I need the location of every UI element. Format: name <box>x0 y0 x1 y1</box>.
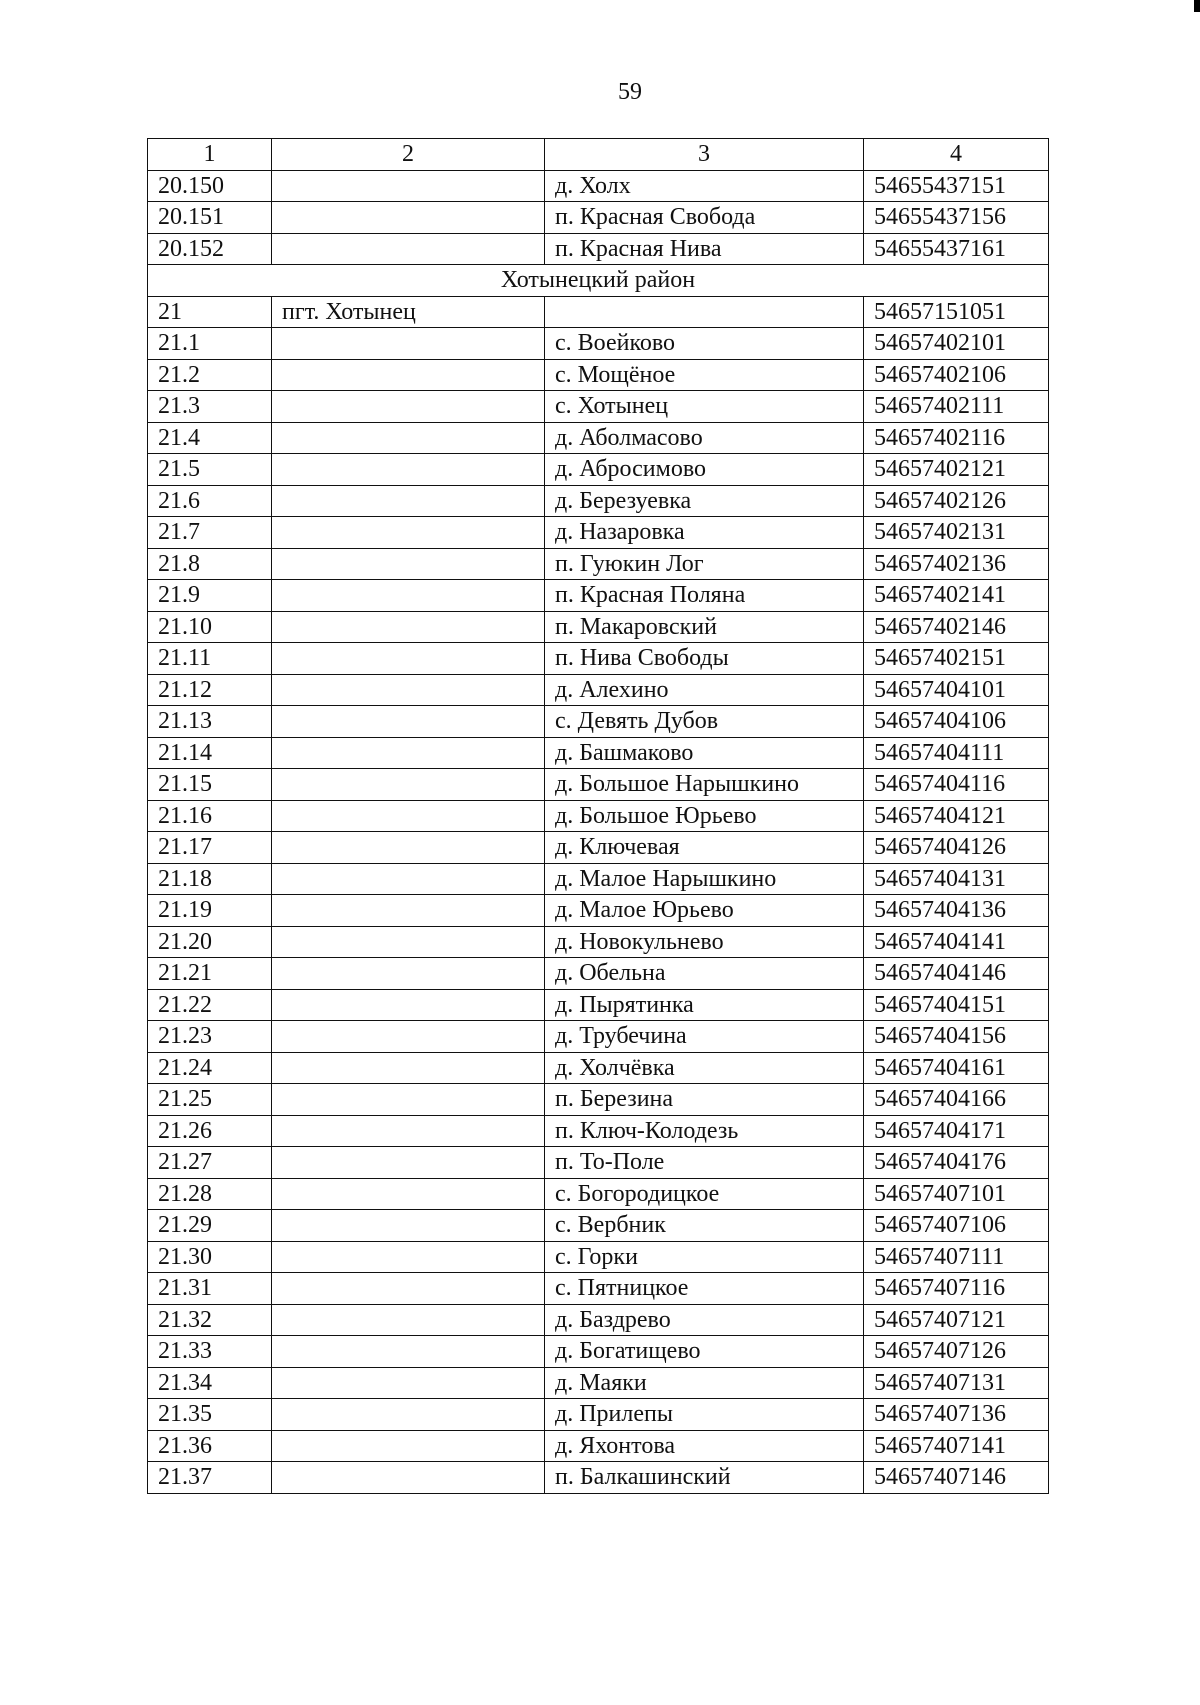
okato-code-cell: 54657404106 <box>864 706 1049 738</box>
column-header-1: 1 <box>148 139 272 171</box>
okato-code-cell: 54657404176 <box>864 1147 1049 1179</box>
settlement-cell <box>272 359 545 391</box>
okato-code-cell: 54657402116 <box>864 422 1049 454</box>
okato-code-cell: 54657407116 <box>864 1273 1049 1305</box>
settlement-cell <box>272 674 545 706</box>
settlement-cell <box>272 1430 545 1462</box>
settlement-cell <box>272 1178 545 1210</box>
row-number-cell: 21.14 <box>148 737 272 769</box>
okato-code-cell: 54657407136 <box>864 1399 1049 1431</box>
okato-code-cell: 54657407131 <box>864 1367 1049 1399</box>
table-row <box>148 296 1049 328</box>
locality-cell: д. Большое Юрьево <box>545 800 864 832</box>
row-number-cell: 20.151 <box>148 202 272 234</box>
settlement-cell <box>272 422 545 454</box>
row-number-cell: 21.18 <box>148 863 272 895</box>
settlement-cell <box>272 1273 545 1305</box>
settlement-cell <box>272 1241 545 1273</box>
okato-code-cell: 54657402126 <box>864 485 1049 517</box>
table-row <box>148 1241 1049 1273</box>
locality-cell: с. Воейково <box>545 328 864 360</box>
locality-cell: д. Баздрево <box>545 1304 864 1336</box>
settlement-cell <box>272 202 545 234</box>
section-row <box>148 265 1049 297</box>
table-row <box>148 958 1049 990</box>
locality-cell: с. Хотынец <box>545 391 864 423</box>
okato-code-cell: 54657407106 <box>864 1210 1049 1242</box>
row-number-cell: 21.33 <box>148 1336 272 1368</box>
table-row <box>148 769 1049 801</box>
settlement-cell <box>272 233 545 265</box>
settlement-cell <box>272 958 545 990</box>
settlement-cell <box>272 328 545 360</box>
okato-code-cell: 54657402136 <box>864 548 1049 580</box>
row-number-cell: 21.13 <box>148 706 272 738</box>
row-number-cell: 21.5 <box>148 454 272 486</box>
okato-code-cell: 54657404111 <box>864 737 1049 769</box>
okato-code-cell: 54655437156 <box>864 202 1049 234</box>
settlement-cell <box>272 1147 545 1179</box>
table-row <box>148 1273 1049 1305</box>
settlement-cell <box>272 485 545 517</box>
settlement-cell <box>272 800 545 832</box>
section-title: Хотынецкий район <box>148 265 1049 297</box>
locality-cell: п. Красная Нива <box>545 233 864 265</box>
row-number-cell: 21.35 <box>148 1399 272 1431</box>
locality-cell: д. Большое Нарышкино <box>545 769 864 801</box>
okato-code-cell: 54655437151 <box>864 170 1049 202</box>
table-row <box>148 485 1049 517</box>
okato-code-cell: 54657407126 <box>864 1336 1049 1368</box>
settlement-cell <box>272 737 545 769</box>
row-number-cell: 21.17 <box>148 832 272 864</box>
table-row <box>148 1210 1049 1242</box>
row-number-cell: 21.21 <box>148 958 272 990</box>
table-row <box>148 1084 1049 1116</box>
settlement-cell <box>272 1115 545 1147</box>
row-number-cell: 21.26 <box>148 1115 272 1147</box>
locality-cell: д. Малое Юрьево <box>545 895 864 927</box>
okato-code-cell: 54657404121 <box>864 800 1049 832</box>
settlement-cell <box>272 1052 545 1084</box>
row-number-cell: 21.36 <box>148 1430 272 1462</box>
table-row <box>148 706 1049 738</box>
table-row <box>148 1367 1049 1399</box>
row-number-cell: 21 <box>148 296 272 328</box>
locality-cell: д. Маяки <box>545 1367 864 1399</box>
locality-cell: п. Нива Свободы <box>545 643 864 675</box>
row-number-cell: 21.1 <box>148 328 272 360</box>
table-row <box>148 1399 1049 1431</box>
row-number-cell: 21.4 <box>148 422 272 454</box>
settlement-cell <box>272 454 545 486</box>
table-row <box>148 674 1049 706</box>
locality-cell: п. Гуюкин Лог <box>545 548 864 580</box>
settlement-cell <box>272 611 545 643</box>
locality-cell: д. Пырятинка <box>545 989 864 1021</box>
column-header-3: 3 <box>545 139 864 171</box>
table-row <box>148 580 1049 612</box>
table-row <box>148 895 1049 927</box>
settlement-cell: пгт. Хотынец <box>272 296 545 328</box>
okato-code-cell: 54657402146 <box>864 611 1049 643</box>
okato-code-cell: 54657404146 <box>864 958 1049 990</box>
row-number-cell: 21.9 <box>148 580 272 612</box>
settlement-cell <box>272 1462 545 1494</box>
table-row <box>148 517 1049 549</box>
settlements-table <box>147 138 1049 1494</box>
row-number-cell: 21.19 <box>148 895 272 927</box>
okato-code-cell: 54657402121 <box>864 454 1049 486</box>
table-row <box>148 989 1049 1021</box>
okato-code-cell: 54657402131 <box>864 517 1049 549</box>
row-number-cell: 21.7 <box>148 517 272 549</box>
locality-cell: п. Ключ-Колодезь <box>545 1115 864 1147</box>
row-number-cell: 21.22 <box>148 989 272 1021</box>
okato-code-cell: 54657151051 <box>864 296 1049 328</box>
table-row <box>148 454 1049 486</box>
row-number-cell: 21.20 <box>148 926 272 958</box>
locality-cell: п. Балкашинский <box>545 1462 864 1494</box>
row-number-cell: 20.152 <box>148 233 272 265</box>
okato-code-cell: 54657402151 <box>864 643 1049 675</box>
okato-code-cell: 54657404101 <box>864 674 1049 706</box>
table-row <box>148 548 1049 580</box>
okato-code-cell: 54657404116 <box>864 769 1049 801</box>
column-header-2: 2 <box>272 139 545 171</box>
row-number-cell: 21.8 <box>148 548 272 580</box>
row-number-cell: 21.23 <box>148 1021 272 1053</box>
settlement-cell <box>272 1336 545 1368</box>
settlement-cell <box>272 1399 545 1431</box>
okato-code-cell: 54655437161 <box>864 233 1049 265</box>
locality-cell <box>545 296 864 328</box>
locality-cell: с. Девять Дубов <box>545 706 864 738</box>
table-body <box>148 139 1049 1494</box>
settlement-cell <box>272 548 545 580</box>
table-row <box>148 643 1049 675</box>
locality-cell: с. Мощёное <box>545 359 864 391</box>
settlement-cell <box>272 706 545 738</box>
settlement-cell <box>272 1021 545 1053</box>
settlement-cell <box>272 1304 545 1336</box>
row-number-cell: 21.10 <box>148 611 272 643</box>
row-number-cell: 21.30 <box>148 1241 272 1273</box>
table-row <box>148 737 1049 769</box>
okato-code-cell: 54657407111 <box>864 1241 1049 1273</box>
locality-cell: п. Березина <box>545 1084 864 1116</box>
locality-cell: д. Ключевая <box>545 832 864 864</box>
okato-code-cell: 54657404156 <box>864 1021 1049 1053</box>
settlement-cell <box>272 895 545 927</box>
okato-code-cell: 54657402101 <box>864 328 1049 360</box>
locality-cell: д. Холчёвка <box>545 1052 864 1084</box>
okato-code-cell: 54657407121 <box>864 1304 1049 1336</box>
row-number-cell: 21.24 <box>148 1052 272 1084</box>
settlement-cell <box>272 391 545 423</box>
okato-code-cell: 54657402141 <box>864 580 1049 612</box>
locality-cell: с. Пятницкое <box>545 1273 864 1305</box>
settlement-cell <box>272 863 545 895</box>
okato-code-cell: 54657404166 <box>864 1084 1049 1116</box>
table-row <box>148 926 1049 958</box>
locality-cell: д. Обельна <box>545 958 864 990</box>
locality-cell: п. Красная Свобода <box>545 202 864 234</box>
settlement-cell <box>272 1084 545 1116</box>
locality-cell: д. Аболмасово <box>545 422 864 454</box>
table-row <box>148 832 1049 864</box>
locality-cell: п. Макаровский <box>545 611 864 643</box>
settlement-cell <box>272 517 545 549</box>
table-row <box>148 800 1049 832</box>
locality-cell: д. Алехино <box>545 674 864 706</box>
locality-cell: д. Абросимово <box>545 454 864 486</box>
okato-code-cell: 54657407141 <box>864 1430 1049 1462</box>
okato-code-cell: 54657404136 <box>864 895 1049 927</box>
locality-cell: с. Горки <box>545 1241 864 1273</box>
locality-cell: д. Березуевка <box>545 485 864 517</box>
table-row <box>148 422 1049 454</box>
row-number-cell: 21.16 <box>148 800 272 832</box>
table-row <box>148 233 1049 265</box>
table-row <box>148 1462 1049 1494</box>
settlement-cell <box>272 926 545 958</box>
settlement-cell <box>272 769 545 801</box>
settlement-cell <box>272 1210 545 1242</box>
okato-code-cell: 54657402106 <box>864 359 1049 391</box>
row-number-cell: 21.25 <box>148 1084 272 1116</box>
scan-edge-mark <box>1194 0 1200 12</box>
row-number-cell: 21.32 <box>148 1304 272 1336</box>
locality-cell: д. Новокульнево <box>545 926 864 958</box>
locality-cell: д. Малое Нарышкино <box>545 863 864 895</box>
okato-code-cell: 54657407101 <box>864 1178 1049 1210</box>
locality-cell: д. Назаровка <box>545 517 864 549</box>
row-number-cell: 21.3 <box>148 391 272 423</box>
row-number-cell: 21.11 <box>148 643 272 675</box>
table-row <box>148 359 1049 391</box>
okato-code-cell: 54657402111 <box>864 391 1049 423</box>
row-number-cell: 21.37 <box>148 1462 272 1494</box>
table-row <box>148 1336 1049 1368</box>
locality-cell: п. То-Поле <box>545 1147 864 1179</box>
okato-code-cell: 54657404126 <box>864 832 1049 864</box>
okato-code-cell: 54657404151 <box>864 989 1049 1021</box>
table-row <box>148 863 1049 895</box>
row-number-cell: 21.34 <box>148 1367 272 1399</box>
row-number-cell: 21.27 <box>148 1147 272 1179</box>
okato-code-cell: 54657404141 <box>864 926 1049 958</box>
table-row <box>148 328 1049 360</box>
row-number-cell: 20.150 <box>148 170 272 202</box>
table-row <box>148 391 1049 423</box>
table-row <box>148 202 1049 234</box>
table-row <box>148 1430 1049 1462</box>
locality-cell: д. Холх <box>545 170 864 202</box>
column-header-4: 4 <box>864 139 1049 171</box>
settlement-cell <box>272 170 545 202</box>
row-number-cell: 21.31 <box>148 1273 272 1305</box>
column-header-row <box>148 139 1049 171</box>
settlement-cell <box>272 1367 545 1399</box>
locality-cell: д. Богатищево <box>545 1336 864 1368</box>
okato-code-cell: 54657404161 <box>864 1052 1049 1084</box>
okato-code-cell: 54657404131 <box>864 863 1049 895</box>
okato-code-cell: 54657404171 <box>864 1115 1049 1147</box>
settlement-cell <box>272 643 545 675</box>
table-row <box>148 611 1049 643</box>
row-number-cell: 21.15 <box>148 769 272 801</box>
table-row <box>148 1178 1049 1210</box>
table-row <box>148 1052 1049 1084</box>
locality-cell: д. Яхонтова <box>545 1430 864 1462</box>
locality-cell: д. Башмаково <box>545 737 864 769</box>
row-number-cell: 21.12 <box>148 674 272 706</box>
table-row <box>148 1147 1049 1179</box>
okato-code-cell: 54657407146 <box>864 1462 1049 1494</box>
locality-cell: д. Трубечина <box>545 1021 864 1053</box>
row-number-cell: 21.28 <box>148 1178 272 1210</box>
row-number-cell: 21.2 <box>148 359 272 391</box>
table-row <box>148 1021 1049 1053</box>
settlement-cell <box>272 989 545 1021</box>
table-row <box>148 1304 1049 1336</box>
page-number: 59 <box>618 79 642 105</box>
locality-cell: п. Красная Поляна <box>545 580 864 612</box>
row-number-cell: 21.6 <box>148 485 272 517</box>
table-row <box>148 1115 1049 1147</box>
row-number-cell: 21.29 <box>148 1210 272 1242</box>
locality-cell: д. Прилепы <box>545 1399 864 1431</box>
settlement-cell <box>272 580 545 612</box>
locality-cell: с. Богородицкое <box>545 1178 864 1210</box>
settlement-cell <box>272 832 545 864</box>
locality-cell: с. Вербник <box>545 1210 864 1242</box>
table-row <box>148 170 1049 202</box>
